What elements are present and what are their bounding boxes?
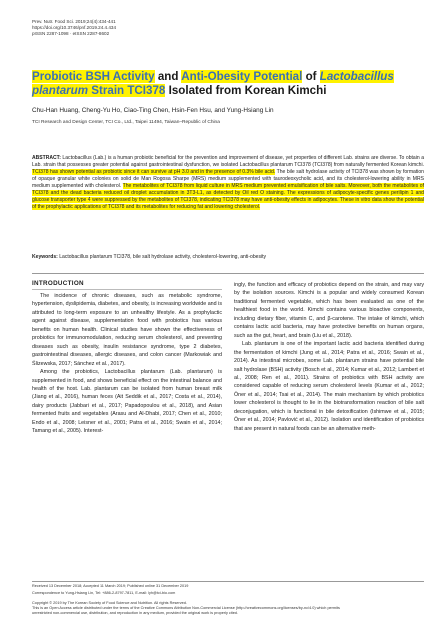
paragraph: ingly, the function and efficacy of probiotics depend on the strain, and may vary by the isolation sources. Kimchi is a popular and widely consumed Korean traditional fermented vegetable, which has been evaluated as one of the healthiest food in the world. Kimchi contains various bioactive components, including dietary fiber, vitamin C, and β-carotene. The intake of kimchi, which contains lactic acid bacteria, may have protective benefits on human organs, such as the gut, heart, and brain (Liu et al., 2018). [234,282,424,339]
divider [32,581,424,582]
journal-doi[interactable]: https://doi.org/10.3746/pnf.2019.24.4.434 [32,25,117,31]
license-notice: unrestricted non-commercial use, distribution, and reproduction in any medium, provided the original work is properly cited. [32,611,238,615]
copyright-notice: Copyright © 2019 by The Korean Society of Food Science and Nutrition. All rights Reserved. [32,601,187,605]
section-heading-introduction: INTRODUCTION [32,280,222,290]
body-column-left [32,292,222,436]
abstract-text: Lactobacillus (Lab.) is a human probiotic beneficial for the prevention and improvement of disease, yet properties of different Lab. strains are diverse. To obtain a Lab. strain that possesses greater potential against gastrointestinal dysfunction, we isolated Lactobacillus plantarum TCI378 (TCI378) from naturally fermented Korean kimchi. [32,155,424,169]
paragraph: The incidence of chronic diseases, such as metabolic syndrome, hypertension, dyslipidemia, diabetes, and obesity, is increasing worldwide and is attributed to long-term exposure to an unhealthy lifestyle. As a prophylactic agent against disease, supplementation food with probiotics has various benefits on human health. Clinical studies have shown the effectiveness of probiotics for immunomodulation, reducing serum cholesterol, and preventing diseases such as obesity, insulin resistance syndrome, type 2 diabetes, gastrointestinal diseases, allergic diseases, and colon cancer (Markowiak and Ślizewska, 2017; Sánchez et al., 2017). [32,293,222,367]
license-notice: This is an Open Access article distributed under the terms of the Creative Commons Attribution Non-Commercial License (http://creativecommons.org/licenses/by-nc/4.0) which permits [32,606,340,610]
keywords [32,254,424,260]
title-highlight-species: Lactobacillus plantarum [32,70,394,97]
title-highlight-obesity: Anti-Obesity Potential [181,70,303,83]
abstract [32,155,424,211]
keywords-label: Keywords: [32,254,58,260]
abstract-highlight: The metabolites of TCI378 from liquid culture in MRS medium prevented emulsification of bile salts. Moreover, both the metabolites of TCI378 and the dead bacteria reduced oil droplet accumulation in 3T3-L1, as detected by Oil red O staining. The expressions of adipocyte-specific genes perilipin 1 and glucose transporter type 4 were suppressed by the metabolites of TCI378, indicating TCI378 may have anti-obesity effects in adipocytes. These in vitro data show the potential of the prophylactic applications of TCI378 and its metabolites for reducing fat and lowering cholesterol. [32,183,424,211]
paragraph: Among the probiotics, Lactobacillus plantarum (Lab. plantarum) is supplemented in food, and shows beneficial effect on the intestinal balance and health of the host. Lab. plantarum can be isolated from human breast milk (Jiang et al., 2016), human feces (Ait Seddik et al., 2017; Costa et al., 2014), dairy products (Jabbari et al., 2017; Papadopoulou et al., 2018), and Asian fermented fruits and vegetables (Arasu and Al-Dhabi, 2017; Chen et al., 2010; Endo et al., 2008; Leisner et al., 2001; Patra et al., 2016; Swain et al., 2014; Tamang et al., 2005). Interest- [32,369,222,435]
journal-meta [32,19,116,38]
title-text: Isolated from Korean Kimchi [165,84,327,97]
abstract-text: The bile salt hydrolase activity of TCI378 was shown by formation of opaque granular white colonies on solid de Man Rogosa Sharpe (MRS) medium supplemented with taurodeoxycholic acid, and its cholesterol-lowering ability in MRS medium supplemented with cholesterol. [32,169,424,190]
article-title [32,70,422,98]
title-highlight-strain: Strain TCI378 [88,84,166,97]
title-text: and [154,70,182,83]
keywords-text: Lactobacillus plantarum TCI378, bile salt hydrolase activity, cholesterol-lowering, anti-obesity [57,254,267,260]
received-dates: Received 13 December 2018; Accepted 11 March 2019; Published online 31 December 2019 [32,584,189,588]
title-highlight-bsh: Probiotic BSH Activity [32,70,155,83]
paragraph: Lab. plantarum is one of the important lactic acid bacteria identified during the fermentation of kimchi (Jung et al., 2014; Patra et al., 2016; Swain et al., 2014). As intestinal microbes, some Lab. plantarum strains have potential bile salt hydrolase (BSH) activity (Bosch et al., 2014; Kumar et al., 2012; Lambert et al., 2008; Ren et al., 2011). Strains of probiotics with BSH activity are considered capable of reducing serum cholesterol levels (Kumar et al., 2012; Öner et al., 2014; Tsai et al., 2014). The main mechanism by which probiotics lower cholesterol is thought to lie in the biotransformation reaction of bile salt deconjugation, which is functional in bile detoxification (Ishimwe et al., 2015; Öner et al., 2014; Pavlović et al., 2012). Isolation and identification of probiotics that are present in natural foods can be an alternative meth- [234,341,424,432]
title-text: of [302,70,320,83]
journal-citation: Prev. Nutr. Food Sci. 2019;24(4):434-441 [32,19,116,24]
journal-issn: pISSN 2287-1098 · eISSN 2287-8602 [32,31,110,37]
body-column-right [234,281,424,433]
abstract-highlight: TCI378 has shown potential as probiotic since it can survive at pH 3.0 and in the presence of 0.3% bile acid. [32,169,276,176]
correspondence: Correspondence to Yung-Hsiang Lin, Tel: +886-2-8797-7811, E-mail: lyh@tci-bio.com [32,591,176,595]
abstract-label: ABSTRACT: [32,155,61,161]
divider [32,273,424,274]
affiliation: TCI Research and Design Center, TCI Co., Ltd., Taipei 11494, Taiwan–Republic of China [32,120,220,125]
author-list: Chu-Han Huang, Cheng-Yu Ho, Ciao-Ting Chen, Hsin-Fen Hsu, and Yung-Hsiang Lin [32,107,274,114]
